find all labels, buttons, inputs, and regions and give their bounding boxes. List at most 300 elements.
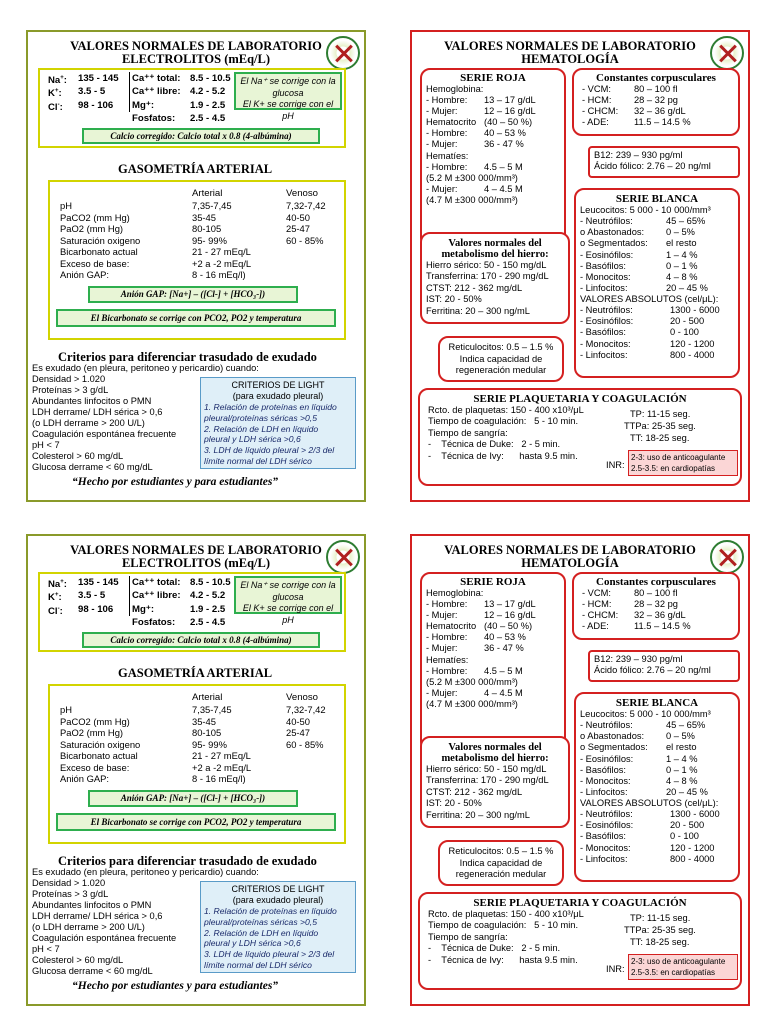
fosfatos-label: Fosfatos: [132,113,176,124]
constantes-list [574,84,738,128]
value-label: Hemoglobina: [426,84,484,94]
k-value: 3.5 - 5 [78,590,106,601]
hierro-box [420,232,570,324]
gaso-row [60,773,340,785]
divider [129,576,130,616]
value-row [580,261,738,272]
serie-roja-box [420,68,566,248]
hematologia-card-top [410,30,750,502]
value-range: 80 – 100 fl [634,84,678,94]
gaso-venoso: 7,32-7,42 [286,200,326,211]
value-range: 45 – 65% [666,720,706,731]
value-label: - Linfocitos: [580,786,628,797]
value-range: 20 - 500 [670,316,705,327]
gaso-arterial: 35-45 [192,211,216,223]
vitaminas-box [588,650,740,682]
gaso-arterial: 95- 99% [192,234,227,246]
value-row [582,95,738,106]
text-line: Tiempo de coagulación: 5 - 10 min. [428,920,579,931]
value-label: - VCM: [582,84,611,94]
value-label: - Neutrófilos: [580,720,633,731]
serie-roja-list [422,588,564,710]
criterio-item: LDH derrame/ LDH sérica > 0,6 [32,911,163,921]
mg-label: Mg⁺: [132,100,155,111]
text-line: - Técnica de Ivy: hasta 9.5 min. [428,954,578,965]
gaso-arterial: 95- 99% [192,738,227,750]
valores-absolutos-title: VALORES ABSOLUTOS (cel/μL): [580,797,719,808]
value-row [580,776,738,787]
value-row [426,184,564,195]
value-range: 4 – 8 % [666,775,698,786]
inr-range-1: 2-3: uso de anticoagulante [631,453,726,462]
criterio-item: Abundantes linfocitos o PMN [32,900,152,910]
reticulocitos-note: Indica capacidad de [459,857,543,868]
value-label: - Hombre: [426,632,468,643]
text-line: Tiempo de coagulación: 5 - 10 min. [428,416,579,427]
light-item: pleural y LDH sérica >0,6 [204,434,301,445]
value-row [582,599,738,610]
value-range: 12 – 16 g/dL [484,610,536,621]
gaso-param: pH [60,200,72,211]
value-label: (4.7 M ±300 000/mm³) [426,698,518,709]
gaso-arterial: 8 - 16 mEq/l) [192,269,246,280]
value-row [580,731,738,742]
serie-roja-title: SERIE ROJA [460,72,526,84]
value-range: 120 - 1200 [670,842,715,853]
criterios-title: Criterios para diferenciar trasudado de exudado [58,350,317,364]
value-row [426,128,564,139]
text-line: Hierro sérico: 50 - 150 mg/dL [426,260,547,270]
value-label: Hemoglobina: [426,588,484,598]
k-label: K+: [48,88,62,100]
value-row [580,854,738,865]
value-label: Hematíes: [426,150,469,161]
electrolitos-card-top [26,30,366,502]
gaso-venoso: 60 - 85% [286,738,324,750]
ttpa-value: TTPa: 25-35 seg. [624,925,696,935]
value-label: - Basófilos: [580,831,626,842]
col-arterial: Arterial [192,692,223,703]
value-label: - VCM: [582,588,611,598]
value-range: 1 – 4 % [666,249,698,260]
gaso-param: PaCO2 (mm Hg) [60,715,130,727]
tp-value: TP: 11-15 seg. [630,409,691,419]
electrolitos-card-bottom [26,534,366,1006]
value-row [580,787,738,798]
vitaminas-box [588,146,740,178]
hierro-title: Valores normales del metabolismo del hierro: [441,238,549,260]
valores-absolutos-title: VALORES ABSOLUTOS (cel/μL): [580,293,719,304]
gaso-venoso: 40-50 [286,211,310,223]
light-list [201,906,355,971]
value-label: o Abastonados: [580,731,645,742]
ca-libre-value: 4.2 - 5.2 [190,86,226,97]
criterio-item: Coagulación espontánea frecuente [32,933,177,943]
value-range: 45 – 65% [666,216,706,227]
value-range: 4 – 4.5 M [484,183,523,194]
ca-total-label: Ca⁺⁺ total: [132,577,181,588]
value-label: - ADE: [582,621,609,632]
na-value: 135 - 145 [78,577,119,588]
value-range: 0 – 5% [666,227,695,238]
gaso-param: pH [60,704,72,715]
reticulocitos-note-2: regeneración medular [455,365,547,375]
value-range: 11.5 – 14.5 % [634,621,691,632]
serie-blanca-box [574,188,740,378]
value-label: - Basófilos: [580,260,626,271]
reticulocitos-box [438,336,564,382]
gaso-arterial: 21 - 27 mEq/L [192,246,251,257]
hematologia-card-bottom [410,534,750,1006]
value-range: 12 – 16 g/dL [484,106,536,117]
criterios-list [32,374,176,473]
gaso-row [60,727,340,739]
value-row [580,820,738,831]
plaquetaria-box [418,892,742,990]
cl-label: Cl-: [48,102,63,114]
text-line: Rcto. de plaquetas: 150 - 400 x10³/μL [428,909,584,919]
criterio-item: (o LDH derrame > 200 U/L) [32,418,145,428]
criterio-item: LDH derrame/ LDH sérica > 0,6 [32,407,163,417]
card-title: VALORES NORMALES DE LABORATORIO HEMATOLOGÍA [444,543,696,570]
value-range: 800 - 4000 [670,853,715,864]
light-item: 1. Relación de proteínas en líquido [204,402,337,412]
gaso-arterial: 8 - 16 mEq/l) [192,773,246,784]
value-label: - HCM: [582,95,612,106]
value-row [426,688,564,699]
col-venoso: Venoso [286,188,319,199]
gaso-venoso: 7,32-7,42 [286,704,326,715]
value-row [580,283,738,294]
value-row [582,106,738,117]
gaso-param: PaO2 (mm Hg) [60,727,124,738]
light-item: límite normal del LDH sérico [204,959,312,970]
gaso-arterial: +2 a -2 mEq/L [192,257,252,269]
text-line: Hierro sérico: 50 - 150 mg/dL [426,764,547,774]
value-row [580,742,738,753]
value-range: 40 – 53 % [484,632,526,643]
value-range: 1300 - 6000 [670,809,720,820]
value-label: - Mujer: [426,106,458,117]
value-row [426,621,564,632]
ca-libre-label: Ca⁺⁺ libre: [132,590,181,601]
light-item: 2. Relación de LDH en líquido [204,423,319,434]
gaso-arterial: 7,35-7,45 [192,200,232,211]
serie-roja-box [420,572,566,752]
value-range: 1 – 4 % [666,753,698,764]
value-range: 13 – 17 g/dL [484,599,536,610]
value-label: - Hombre: [426,599,468,610]
criterio-item: pH < 7 [32,944,60,954]
value-label: - Neutrófilos: [580,809,633,820]
light-subtitle: (para exudado pleural) [232,895,324,905]
value-range: 4.5 – 5 M [484,161,523,172]
constantes-box [572,572,740,640]
gaso-row [60,223,340,235]
leucocitos-value: Leucocitos: 5 000 - 10 000/mm³ [580,709,711,719]
hierro-list [422,260,568,317]
value-row [582,610,738,621]
value-range: 1300 - 6000 [670,305,720,316]
value-label: - HCM: [582,599,612,610]
gaso-arterial: 21 - 27 mEq/L [192,750,251,761]
value-row [426,699,564,710]
value-range: 120 - 1200 [670,338,715,349]
na-label: Na+: [48,75,67,87]
serie-blanca-box [574,692,740,882]
inr-range-2: 2.5-3.5: en cardiopatías [631,464,716,473]
folico-value: Ácido fólico: 2.76 – 20 ng/ml [594,161,711,172]
constantes-box [572,68,740,136]
value-row [426,139,564,150]
gaso-param: Anión GAP: [60,773,109,784]
gasometria-box [48,684,346,844]
value-row [426,151,564,162]
card-title: VALORES NORMALES DE LABORATORIO HEMATOLOGÍA [444,39,696,66]
gaso-arterial: 80-105 [192,223,222,234]
divider [129,72,130,112]
absolutos-list [576,809,738,864]
value-label: - Hombre: [426,161,468,172]
gaso-row [60,762,340,774]
criterio-item: Proteínas > 3 g/dL [32,889,109,899]
gaso-venoso: 25-47 [286,223,310,234]
value-label: - Linfocitos: [580,282,628,293]
gaso-param: Bicarbonato actual [60,750,138,761]
text-line: CTST: 212 - 362 mg/dL [426,786,523,797]
criterio-item: Densidad > 1.020 [32,374,106,384]
light-title: CRITERIOS DE LIGHT [231,380,325,390]
value-row [426,106,564,117]
value-range: 4 – 4.5 M [484,687,523,698]
gasometria-box [48,180,346,340]
bicarbonato-note: El Bicarbonato se corrige con PCO2, PO2 y temperatura [56,813,336,831]
text-line: Rcto. de plaquetas: 150 - 400 x10³/μL [428,405,584,415]
value-label: - Eosinófilos: [580,753,634,764]
text-line: - Técnica de Duke: 2 - 5 min. [428,439,561,450]
correction-note: El Na⁺ se corrige con la glucosa El K+ se corrige con el pH [234,576,342,614]
gaso-rows [60,704,340,785]
value-row [426,666,564,677]
gaso-arterial: 80-105 [192,727,222,738]
text-line: Tiempo de sangría: [428,427,508,438]
gaso-row [60,235,340,247]
criterios-intro: Es exudado (en pleura, peritoneo y pericardio) cuando: [32,363,259,373]
gaso-venoso: 60 - 85% [286,234,324,246]
value-range: 28 – 32 pg [634,95,678,106]
card-title: VALORES NORMALES DE LABORATORIO ELECTROLITOS (mEq/L) [70,39,322,66]
electrolytes-box [38,68,346,148]
value-label: - Monocitos: [580,271,631,282]
cl-label: Cl-: [48,606,63,618]
criterio-item: Colesterol > 60 mg/dL [32,955,124,965]
serie-blanca-list [576,216,738,294]
value-range: 800 - 4000 [670,349,715,360]
value-range: (40 – 50 %) [484,117,533,128]
value-row [580,305,738,316]
value-label: - Neutrófilos: [580,216,633,227]
ca-libre-label: Ca⁺⁺ libre: [132,86,181,97]
value-range: 4.5 – 5 M [484,665,523,676]
gaso-param: Saturación oxigeno [60,738,141,750]
value-label: - Neutrófilos: [580,305,633,316]
col-venoso: Venoso [286,692,319,703]
serie-blanca-title: SERIE BLANCA [615,697,699,709]
value-label: - CHCM: [582,106,619,117]
bicarbonato-note: El Bicarbonato se corrige con PCO2, PO2 y temperatura [56,309,336,327]
text-line: Transferrina: 170 - 290 mg/dL [426,271,549,282]
value-row [580,720,738,731]
value-row [426,588,564,599]
inr-label: INR: [606,460,625,470]
value-label: - Monocitos: [580,775,631,786]
k-value: 3.5 - 5 [78,86,106,97]
folico-value: Ácido fólico: 2.76 – 20 ng/ml [594,665,711,676]
hierro-list [422,764,568,821]
criterio-item: Glucosa derrame < 60 mg/dL [32,966,153,976]
value-row [582,117,738,128]
gaso-param: Exceso de base: [60,257,130,269]
value-row [580,843,738,854]
anion-gap-formula: Anión GAP: [Na+] – ([Cl-] + [HCO₃-]) [88,790,298,807]
criterio-item: Abundantes linfocitos o PMN [32,396,152,406]
value-row [426,162,564,173]
value-row [426,632,564,643]
plaquetaria-title: SERIE PLAQUETARIA Y COAGULACIÓN [473,393,687,405]
value-row [580,339,738,350]
tp-value: TP: 11-15 seg. [630,913,691,923]
value-range: (40 – 50 %) [484,621,533,632]
value-row [580,238,738,249]
text-line: - Técnica de Duke: 2 - 5 min. [428,943,561,954]
hierro-box [420,736,570,828]
value-range: 32 – 36 g/dL [634,610,686,621]
light-subtitle: (para exudado pleural) [232,391,324,401]
value-row [426,610,564,621]
fosfatos-value: 2.5 - 4.5 [190,113,226,124]
value-range: 0 - 100 [670,831,699,842]
value-label: - Mujer: [426,183,458,194]
reticulocitos-value: Reticulocitos: 0.5 – 1.5 % [448,846,554,856]
hierro-title: Valores normales del metabolismo del hierro: [441,742,549,764]
criterio-item: Colesterol > 60 mg/dL [32,451,124,461]
value-row [426,599,564,610]
gaso-param: Saturación oxigeno [60,234,141,246]
value-range: 20 – 45 % [666,282,708,293]
value-label: - Eosinófilos: [580,820,634,831]
mg-label: Mg⁺: [132,604,155,615]
value-range: 40 – 53 % [484,128,526,139]
card-title: VALORES NORMALES DE LABORATORIO ELECTROLITOS (mEq/L) [70,543,322,570]
value-row [580,765,738,776]
value-range: 0 – 5% [666,731,695,742]
gaso-row [60,739,340,751]
value-row [580,831,738,842]
text-line: Tiempo de sangría: [428,931,508,942]
gasometria-title: GASOMETRÍA ARTERIAL [118,162,273,176]
gaso-param: PaCO2 (mm Hg) [60,211,130,223]
value-range: 28 – 32 pg [634,599,678,610]
criterios-intro: Es exudado (en pleura, peritoneo y pericardio) cuando: [32,867,259,877]
na-value: 135 - 145 [78,73,119,84]
footer-bottom: “Hecho por estudiantes y para estudiantes” [72,980,279,992]
value-label: o Segmentados: [580,742,648,753]
value-row [426,655,564,666]
value-range: 32 – 36 g/dL [634,106,686,117]
value-label: - Monocitos: [580,842,631,853]
anion-gap-formula: Anión GAP: [Na+] – ([Cl-] + [HCO₃-]) [88,286,298,303]
value-label: - Mujer: [426,610,458,621]
b12-value: B12: 239 – 930 pg/ml [594,150,683,160]
value-label: - Hombre: [426,128,468,139]
fosfatos-label: Fosfatos: [132,617,176,628]
plaquetaria-title: SERIE PLAQUETARIA Y COAGULACIÓN [473,897,687,909]
constantes-title: Constantes corpusculares [596,576,716,588]
ca-libre-value: 4.2 - 5.2 [190,590,226,601]
criterio-item: Glucosa derrame < 60 mg/dL [32,462,153,472]
value-range: 11.5 – 14.5 % [634,117,691,128]
value-row [582,621,738,632]
inr-box [628,954,738,980]
value-range: 80 – 100 fl [634,588,678,598]
text-line: Ferritina: 20 – 300 ng/mL [426,809,530,820]
light-item: 3. LDH de líquido pleural > 2/3 del [204,949,335,960]
criterios-list [32,878,176,977]
serie-roja-list [422,84,564,206]
value-range: 36 - 47 % [484,139,524,150]
value-range: 36 - 47 % [484,643,524,654]
correction-note: El Na⁺ se corrige con la glucosa El K+ se corrige con el pH [234,72,342,110]
value-row [426,643,564,654]
criterio-item: Densidad > 1.020 [32,878,106,888]
value-row [580,809,738,820]
na-label: Na+: [48,579,67,591]
value-range: el resto [666,742,697,753]
criterios-title: Criterios para diferenciar trasudado de exudado [58,854,317,868]
reticulocitos-note: Indica capacidad de [459,353,543,364]
value-label: - Hombre: [426,665,468,676]
value-range: 0 – 1 % [666,260,698,271]
absolutos-list [576,305,738,360]
value-label: - Mujer: [426,643,458,654]
light-item: pleural/proteínas séricas >0,5 [204,916,317,927]
value-range: 13 – 17 g/dL [484,95,536,106]
cl-value: 98 - 106 [78,100,114,111]
light-item: pleural y LDH sérica >0,6 [204,938,301,949]
gasometria-title: GASOMETRÍA ARTERIAL [118,666,273,680]
light-title: CRITERIOS DE LIGHT [231,884,325,894]
text-line: Transferrina: 170 - 290 mg/dL [426,775,549,786]
ca-total-value: 8.5 - 10.5 [190,577,231,588]
value-row [426,117,564,128]
gaso-arterial: 35-45 [192,715,216,727]
value-row [426,95,564,106]
k-label: K+: [48,592,62,604]
value-label: - Mujer: [426,139,458,150]
serie-blanca-title: SERIE BLANCA [615,193,699,205]
value-label: - Monocitos: [580,338,631,349]
cl-value: 98 - 106 [78,604,114,615]
gaso-row [60,258,340,270]
value-label: - Basófilos: [580,764,626,775]
value-row [426,677,564,688]
value-label: o Segmentados: [580,238,648,249]
value-label: - Eosinófilos: [580,316,634,327]
gaso-rows [60,200,340,281]
gaso-param: Bicarbonato actual [60,246,138,257]
text-line: IST: 20 - 50% [426,798,482,809]
mg-value: 1.9 - 2.5 [190,100,226,111]
